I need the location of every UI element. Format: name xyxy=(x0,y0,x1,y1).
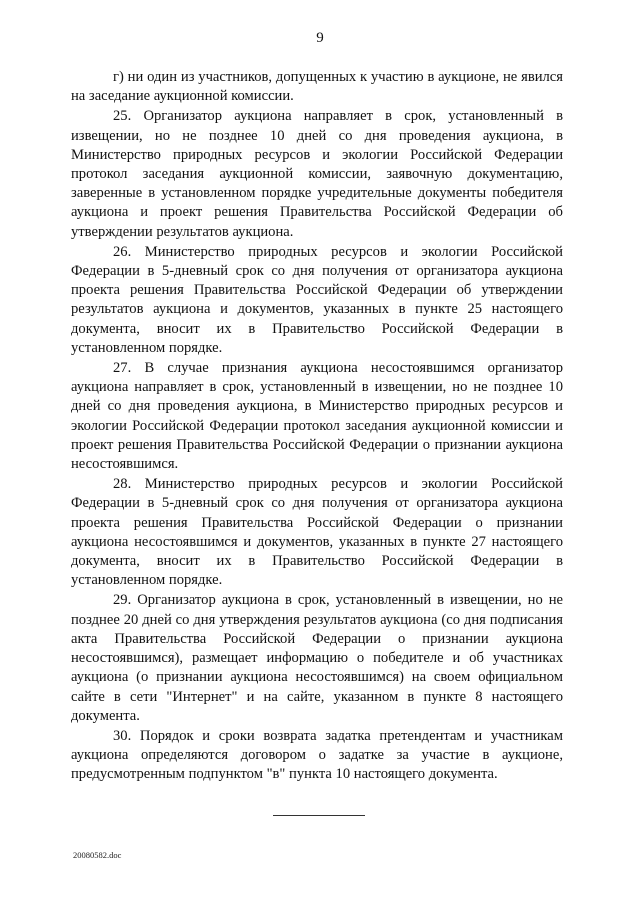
end-divider xyxy=(273,815,365,816)
page-number: 9 xyxy=(316,30,324,46)
paragraph-29: 29. Организатор аукциона в срок, установленный в извещении, но не позднее 20 дней со дня утверждения результатов аукциона (со дня подписания акта Правительства Российской Федерации о признании аукциона несостоявшимся), размещает информацию о победителе и об участниках аукциона (о признании аукциона несостоявшимся) на своем официальном сайте в сети "Интернет" и на сайте, указанном в пункте 8 настоящего документа. xyxy=(71,592,563,724)
paragraph-item-g: г) ни один из участников, допущенных к участию в аукционе, не явился на заседание аукционной комиссии. xyxy=(71,69,563,105)
footer-file-code: 20080582.doc xyxy=(73,850,122,860)
paragraph-27: 27. В случае признания аукциона несостоявшимся организатор аукциона направляет в срок, установленный в извещении, но не позднее 10 дней со дня проведения аукциона, в Министерство природных ресурсов и экологии Российской Федерации протокол заседания аукционной комиссии и проект решения Правительства Российской Федерации о признании аукциона несостоявшимся. xyxy=(71,360,563,473)
paragraph-28: 28. Министерство природных ресурсов и экологии Российской Федерации в 5-дневный срок со дня получения от организатора аукциона проекта решения Правительства Российской Федерации о признании аукциона несостоявшимся и документов, указанных в пункте 27 настоящего документа, вносит их в Правительство Российской Федерации в установленном порядке. xyxy=(71,476,563,589)
paragraph-30: 30. Порядок и сроки возврата задатка претендентам и участникам аукциона определяются договором о задатке за участие в аукционе, предусмотренным подпунктом "в" пункта 10 настоящего документа. xyxy=(71,727,563,783)
document-body xyxy=(71,68,563,786)
paragraph-26: 26. Министерство природных ресурсов и экологии Российской Федерации в 5-дневный срок со дня получения от организатора аукциона проекта решения Правительства Российской Федерации об утверждении результатов аукциона и документов, указанных в пункте 25 настоящего документа, вносит их в Правительство Российской Федерации в установленном порядке. xyxy=(71,243,563,356)
paragraph-25: 25. Организатор аукциона направляет в срок, установленный в извещении, но не позднее 10 дней со дня проведения аукциона, в Министерство природных ресурсов и экологии Российской Федерации протокол заседания аукционной комиссии, заявочную документацию, заверенные в установленном порядке учредительные документы победителя аукциона и проект решения Правительства Российской Федерации об утверждении результатов аукциона. xyxy=(71,108,563,240)
